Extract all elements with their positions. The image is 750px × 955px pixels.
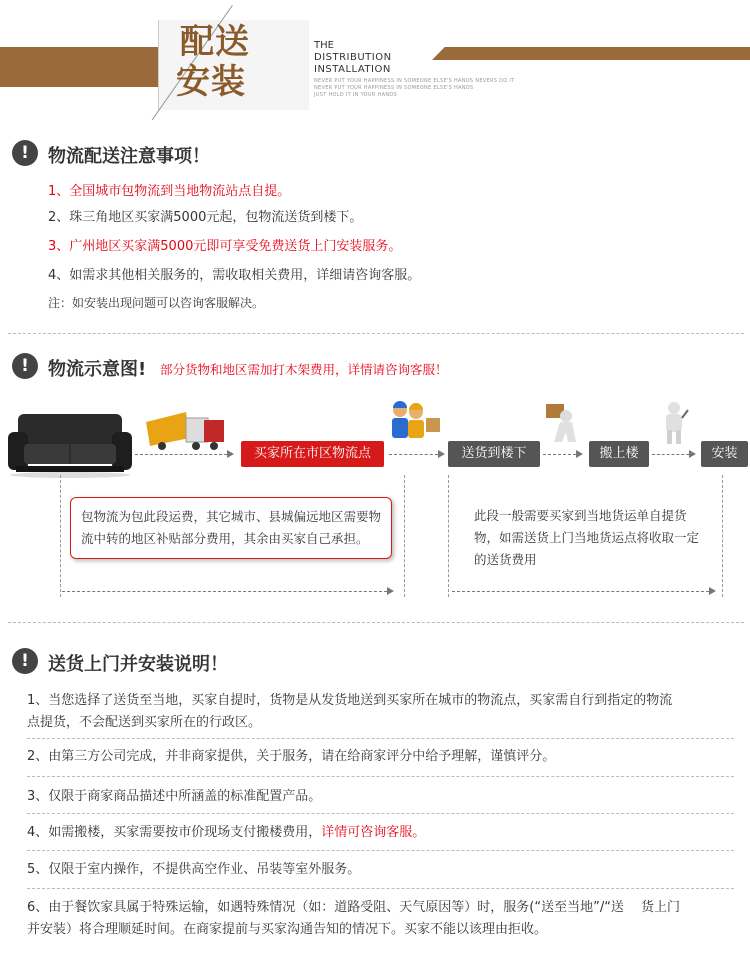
flow-bottom-arrow-right (452, 591, 714, 592)
flow-info-box-right: 此段一般需要买家到当地货运单自提货物，如需送货上门当地货运点将收取一定的送货费用 (474, 508, 700, 567)
item-separator (27, 888, 734, 889)
flow-arrow-3 (543, 454, 581, 455)
section3-alert-icon: ! (12, 648, 38, 674)
header-small-line2: NEVER PUT YOUR HAPPINESS IN SOMEONE ELSE'S HANDS (314, 85, 474, 91)
section3-item-5: 5、仅限于室内操作，不提供高空作业、吊装等室外服务。 (27, 862, 361, 877)
flow-connector-left (60, 475, 61, 597)
section3-item-1 (27, 690, 727, 734)
section3-item-4-link[interactable]: 详情可咨询客服。 (321, 825, 426, 840)
section3-item-6 (27, 897, 727, 941)
item-separator (27, 850, 734, 851)
flow-connector-mid2 (448, 475, 449, 597)
section1-item-2: 2、珠三角地区买家满5000元起，包物流送货到楼下。 (48, 210, 363, 225)
section3-item-1-line2: 点提货，不会配送到买家所在的行政区。 (27, 715, 262, 730)
section3-item-6-line2: 并安装）将合理顺延时间。在商家提前与买家沟通告知的情况下。买家不能以该理由拒收。 (27, 922, 548, 937)
section2-title: 物流示意图! (48, 359, 147, 380)
truck-icon (142, 408, 226, 452)
workers-icon (386, 400, 442, 440)
header-small-line3: JUST HOLD IT IN YOUR HANDS (314, 92, 397, 98)
header-title-cn-line2: 安装 (176, 62, 246, 102)
installer-icon (660, 400, 690, 446)
header-title-en-line1: THE (314, 40, 334, 51)
section1-title: 物流配送注意事项！ (48, 146, 210, 167)
section-divider (8, 333, 744, 334)
mover-icon (542, 400, 582, 444)
section-divider (8, 622, 744, 623)
header-small-line1: NEVER PUT YOUR HAPPINESS IN SOMEONE ELSE'S HANDS NEVERS DO IT (314, 78, 515, 84)
header-title-cn (176, 22, 310, 102)
header-title-en-line2: DISTRIBUTION (314, 52, 392, 63)
flow-step-install: 安装 (701, 441, 748, 467)
item-separator (27, 738, 734, 739)
item-separator (27, 813, 734, 814)
section3-item-1-line1: 1、当您选择了送货至当地，买家自提时，货物是从发货地送到买家所在城市的物流点，买家需自行到指定的物流 (27, 693, 673, 708)
section3-item-3: 3、仅限于商家商品描述中所涵盖的标准配置产品。 (27, 789, 322, 804)
section2-subtitle: 部分货物和地区需加打木架费用，详情请咨询客服！ (160, 362, 448, 377)
flow-info-box-left: 包物流为包此段运费，其它城市、县城偏远地区需要物流中转的地区补贴部分费用，其余由买家自己承担。 (70, 497, 392, 559)
section1-item-4: 4、如需求其他相关服务的，需收取相关费用，详细请咨询客服。 (48, 268, 421, 283)
flow-step-deliver-downstairs: 送货到楼下 (448, 441, 540, 467)
item-separator (27, 776, 734, 777)
flow-arrow-2 (389, 454, 443, 455)
section1-note: 注：如安装出现问题可以咨询客服解决。 (48, 296, 265, 310)
section3-item-6-line1: 6、由于餐饮家具属于特殊运输，如遇特殊情况（如：道路受阻、天气原因等）时，服务(“送至当地”/“送 货上门 (27, 900, 681, 915)
section3-title: 送货上门并安装说明！ (48, 654, 228, 675)
section3-item-4 (27, 822, 727, 844)
flow-bottom-arrow-left (62, 591, 392, 592)
flow-step-logistics-point: 买家所在市区物流点 (241, 441, 384, 467)
header-title-cn-line1: 配送 (180, 22, 250, 62)
section1-alert-icon: ! (12, 140, 38, 166)
header-title-en-line3: INSTALLATION (314, 64, 391, 75)
section1-item-1: 1、全国城市包物流到当地物流站点自提。 (48, 184, 291, 199)
sofa-icon (6, 410, 134, 478)
flow-connector-mid (404, 475, 405, 597)
flow-step-carry-upstairs: 搬上楼 (589, 441, 649, 467)
flow-connector-right (722, 475, 723, 597)
flow-arrow-1 (135, 454, 232, 455)
section3-item-4-text: 4、如需搬楼，买家需要按市价现场支付搬楼费用， (27, 825, 322, 840)
header-bar-right (432, 47, 750, 60)
flow-arrow-4 (652, 454, 694, 455)
section1-item-3: 3、广州地区买家满5000元即可享受免费送货上门安装服务。 (48, 239, 402, 254)
section2-alert-icon: ! (12, 353, 38, 379)
section3-item-2: 2、由第三方公司完成，并非商家提供，关于服务，请在给商家评分中给予理解，谨慎评分。 (27, 749, 556, 764)
